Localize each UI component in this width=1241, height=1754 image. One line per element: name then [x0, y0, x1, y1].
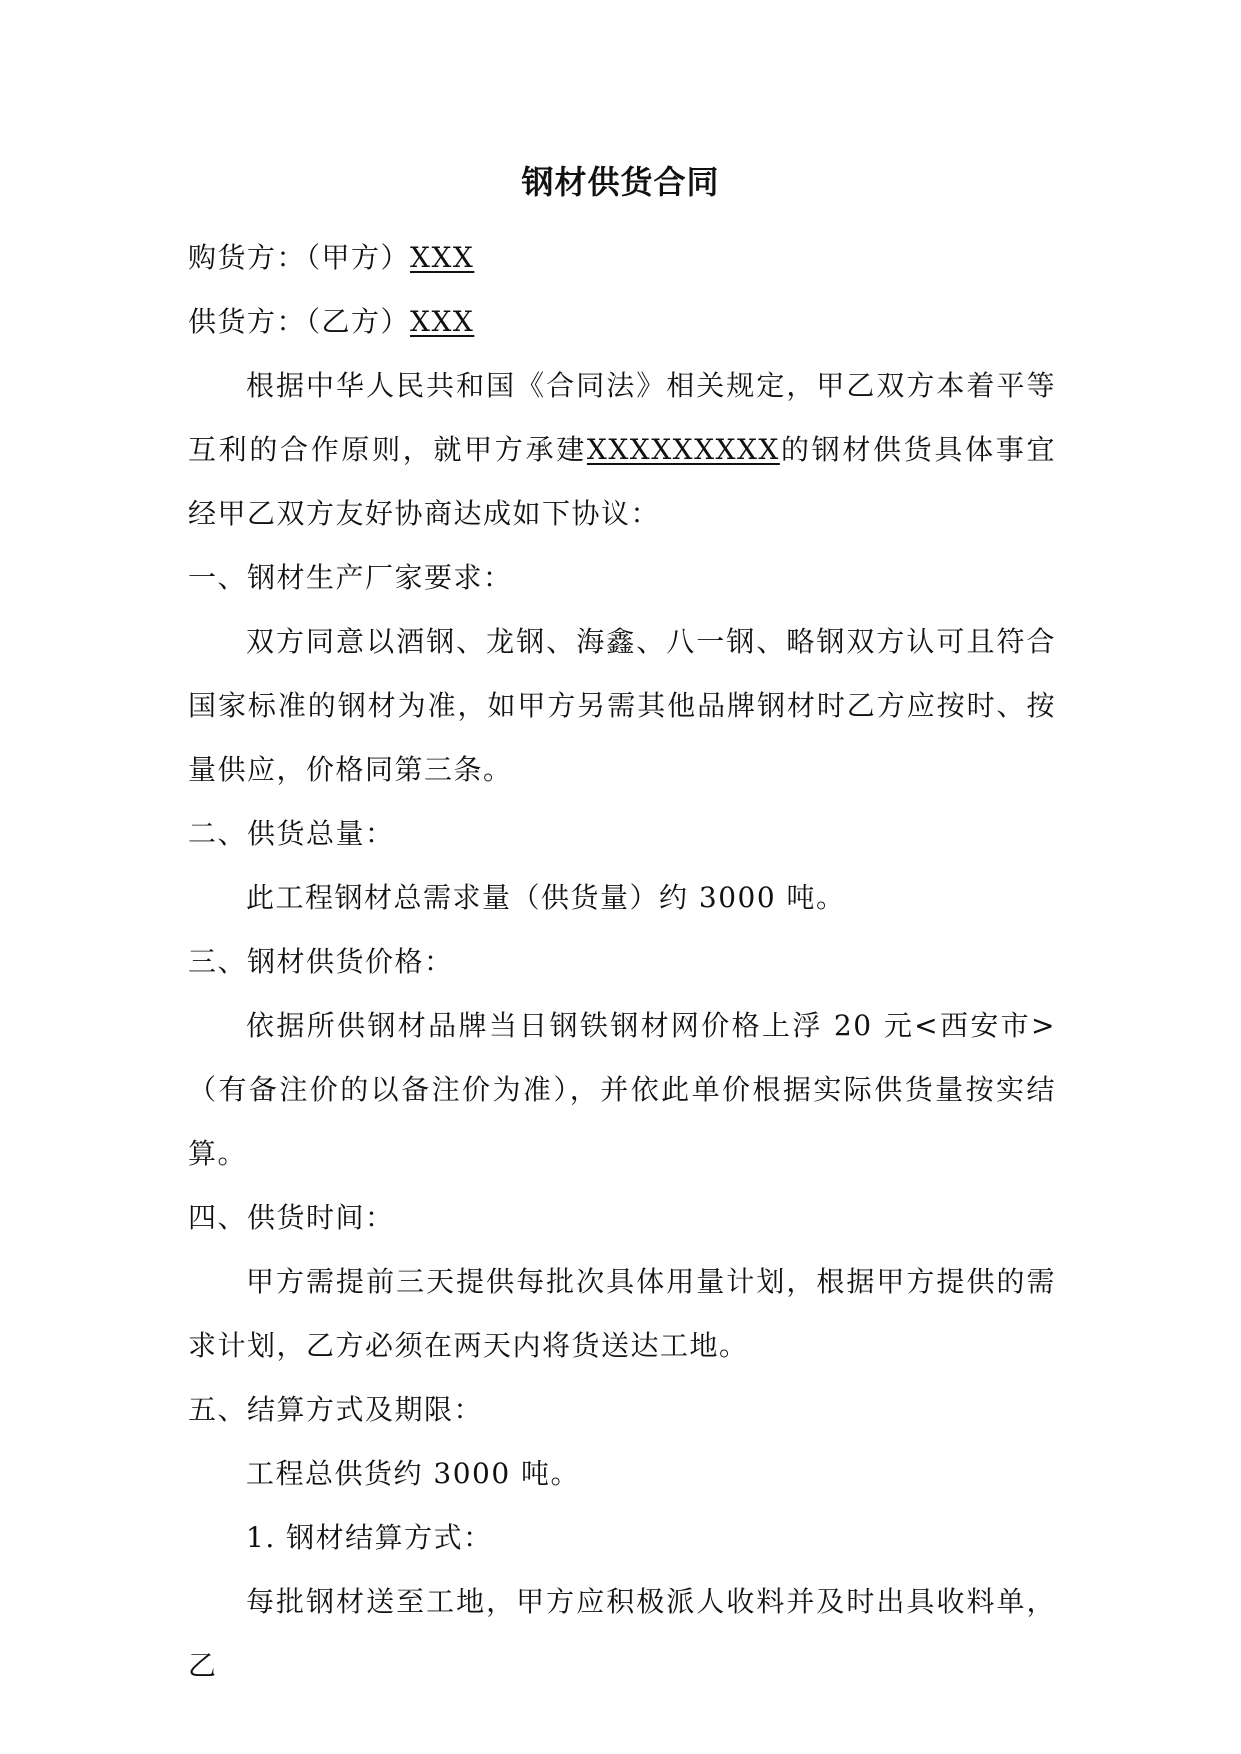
supplier-line [188, 290, 1056, 354]
section-2-paragraph: 此工程钢材总需求量（供货量）约 3000 吨。 [246, 881, 846, 914]
section-5-paragraph-total: 工程总供货约 3000 吨。 [246, 1457, 581, 1490]
buyer-label: 购货方：（甲方） [188, 241, 411, 274]
buyer-line [188, 226, 1056, 290]
section-heading-5: 五、结算方式及期限： [188, 1393, 484, 1426]
section-heading-1: 一、钢材生产厂家要求： [188, 561, 513, 594]
section-5-paragraph-delivery: 每批钢材送至工地，甲方应积极派人收料并及时出具收料单，乙 [188, 1585, 1056, 1682]
intro-text-end: 的钢材供货具体事宜经甲乙双方友好协商达成如下协议： [188, 433, 1056, 530]
section-5-subheading: 1. 钢材结算方式： [246, 1521, 493, 1554]
section-4-paragraph: 甲方需提前三天提供每批次具体用量计划，根据甲方提供的需求计划，乙方必须在两天内将货送达工地。 [188, 1265, 1056, 1362]
section-heading-2: 二、供货总量： [188, 817, 395, 850]
supplier-name: XXX [410, 305, 475, 338]
document-title: 钢材供货合同 [521, 163, 720, 201]
buyer-name: XXX [410, 241, 475, 274]
section-heading-4: 四、供货时间： [188, 1201, 395, 1234]
supplier-label: 供货方：（乙方） [188, 305, 411, 338]
section-heading-3: 三、钢材供货价格： [188, 945, 454, 978]
intro-paragraph [188, 354, 1056, 546]
section-1-paragraph: 双方同意以酒钢、龙钢、海鑫、八一钢、略钢双方认可且符合国家标准的钢材为准，如甲方另需其他品牌钢材时乙方应按时、按量供应，价格同第三条。 [188, 625, 1056, 786]
intro-text-start: 根据中华人民共和国《合同法》相关规定，甲乙双方本着平等互利的合作原则，就甲方承建 [188, 369, 1056, 466]
project-name: XXXXXXXXX [586, 433, 780, 466]
section-3-paragraph: 依据所供钢材品牌当日钢铁钢材网价格上浮 20 元<西安市>（有备注价的以备注价为准），并依此单价根据实际供货量按实结算。 [188, 1009, 1056, 1170]
document-body [188, 226, 1056, 1698]
